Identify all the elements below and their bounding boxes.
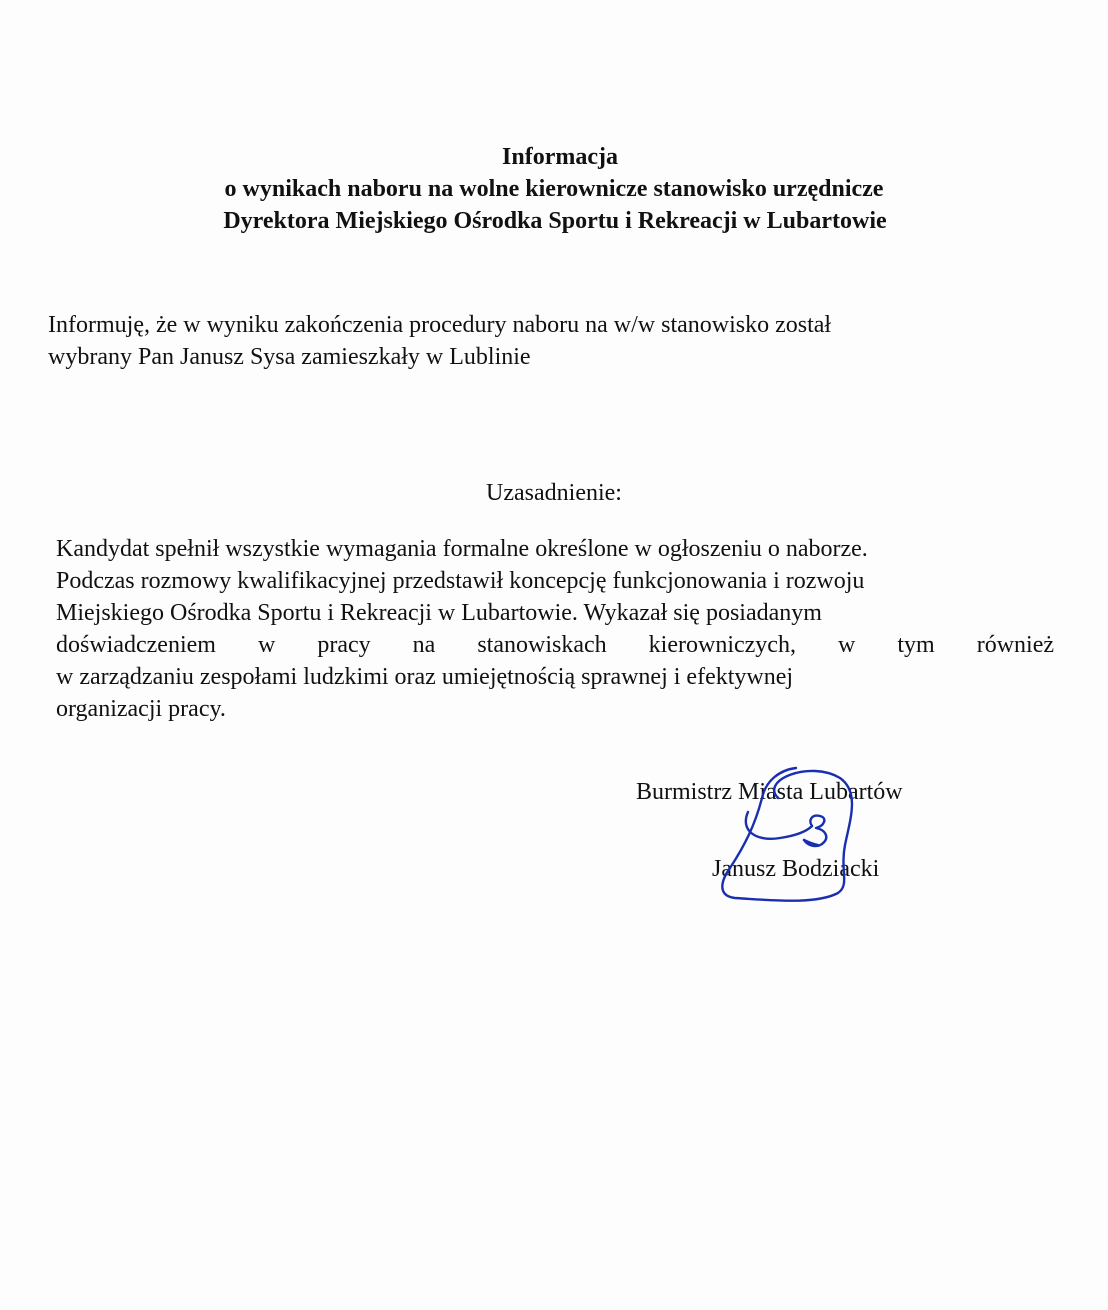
signatory-name: Janusz Bodziacki [712, 856, 880, 882]
justification-line-4: doświadczeniem w pracy na stanowiskach kierowniczych, w tym również [56, 632, 1054, 658]
justification-line-1: Kandydat spełnił wszystkie wymagania formalne określone w ogłoszeniu o naborze. [56, 536, 868, 562]
justification-line-5: w zarządzaniu zespołami ludzkimi oraz umiejętnością sprawnej i efektywnej [56, 664, 794, 690]
title-line-2: o wynikach naboru na wolne kierownicze stanowisko urzędnicze [224, 176, 884, 202]
justification-heading: Uzasadnienie: [486, 480, 622, 506]
intro-line-1: Informuję, że w wyniku zakończenia procedury naboru na w/w stanowisko został [48, 312, 832, 338]
title-line-1: Informacja [502, 144, 618, 170]
signatory-title: Burmistrz Miasta Lubartów [636, 779, 903, 805]
title-line-3: Dyrektora Miejskiego Ośrodka Sportu i Rekreacji w Lubartowie [223, 208, 887, 234]
justification-paragraph [56, 533, 1054, 725]
justification-line-6: organizacji pracy. [56, 696, 226, 722]
intro-paragraph [48, 309, 1058, 373]
document-title [0, 141, 1108, 237]
justification-line-2: Podczas rozmowy kwalifikacyjnej przedstawił koncepcję funkcjonowania i rozwoju [56, 568, 865, 594]
justification-line-3: Miejskiego Ośrodka Sportu i Rekreacji w Lubartowie. Wykazał się posiadanym [56, 600, 822, 626]
intro-line-2: wybrany Pan Janusz Sysa zamieszkały w Lublinie [48, 344, 531, 370]
